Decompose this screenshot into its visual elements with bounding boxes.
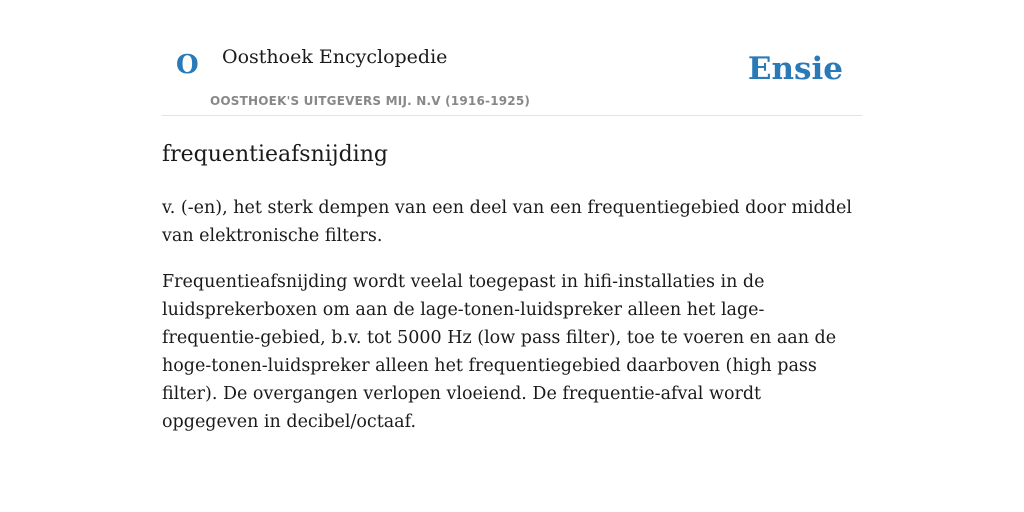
article-container [162, 0, 862, 436]
page-title: frequentieafsnijding [162, 142, 388, 167]
definition-text: v. (-en), het sterk dempen van een deel van een frequentiegebied door middel van elektronische filters. [162, 198, 852, 246]
ensie-logo-link[interactable]: Ensie [747, 51, 843, 87]
source-subtitle: OOSTHOEK'S UITGEVERS MIJ. N.V (1916-1925) [210, 94, 531, 108]
source-logo[interactable]: O [176, 50, 199, 80]
body-text: Frequentieafsnijding wordt veelal toegepast in hifi-installaties in de luidsprekerboxen om aan de lage-tonen-luidspreker alleen het lage-frequentie-gebied, b.v. tot 5000 Hz (low pass filter), toe te voeren en aan de hoge-tonen-luidspreker alleen het frequentiegebied daarboven (high pass filter). De overgangen verlopen vloeiend. De frequentie-afval wordt opgegeven in decibel/octaaf. [162, 272, 837, 432]
source-title[interactable]: Oosthoek Encyclopedie [222, 46, 448, 68]
source-header [162, 0, 862, 116]
